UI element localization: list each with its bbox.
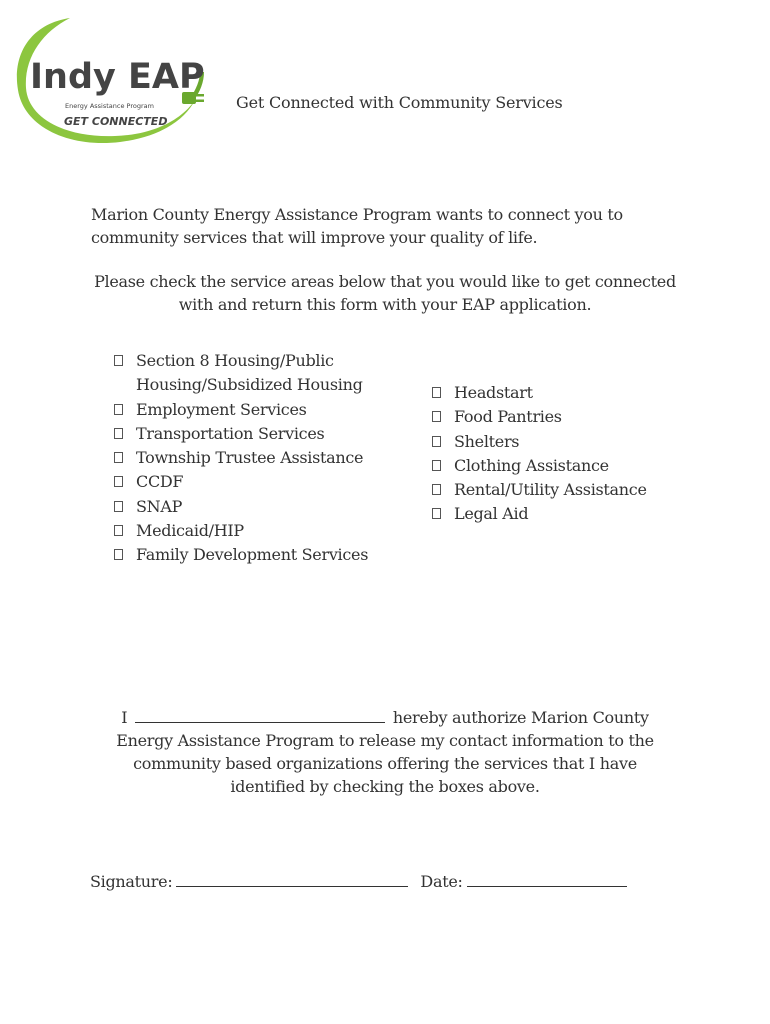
signature-field[interactable] xyxy=(176,871,408,887)
date-label: Date: xyxy=(420,872,463,891)
service-label: Family Development Services xyxy=(136,545,369,565)
signature-row xyxy=(90,871,627,891)
service-label: Transportation Services xyxy=(136,423,325,443)
service-label: SNAP xyxy=(136,496,183,516)
checkbox[interactable] xyxy=(432,411,441,422)
service-option[interactable] xyxy=(430,381,720,405)
checkbox[interactable] xyxy=(114,476,123,487)
service-label: Legal Aid xyxy=(454,504,529,524)
logo-brand: Indy EAP xyxy=(30,57,205,97)
service-option[interactable] xyxy=(430,454,720,478)
checkbox[interactable] xyxy=(432,436,441,447)
name-blank-field[interactable] xyxy=(135,707,385,723)
indy-eap-logo xyxy=(10,10,210,150)
service-label: Medicaid/HIP xyxy=(136,521,244,541)
authorization-statement xyxy=(100,706,670,798)
service-label: Headstart xyxy=(454,383,533,402)
services-list-left xyxy=(112,349,402,568)
service-label: Shelters xyxy=(454,431,520,451)
checkbox[interactable] xyxy=(432,484,441,495)
authorization-text: hereby authorize Marion County Energy Assistance Program to release my contact information to the community based organizations offering the services that I have identified by checking the boxes above. xyxy=(116,708,654,796)
service-option[interactable] xyxy=(112,519,402,543)
service-option[interactable] xyxy=(112,349,402,398)
service-option[interactable] xyxy=(430,478,720,502)
page-title: Get Connected with Community Services xyxy=(236,93,563,112)
logo-tagline: GET CONNECTED xyxy=(64,115,168,128)
service-option[interactable] xyxy=(430,405,720,429)
instruction-paragraph: Please check the service areas below that you would like to get connected with and return this form with your EAP application. xyxy=(94,272,676,314)
date-field[interactable] xyxy=(467,871,627,887)
service-option[interactable] xyxy=(112,398,402,422)
checkbox[interactable] xyxy=(432,387,441,398)
service-label: CCDF xyxy=(136,472,184,492)
authorization-prefix: I xyxy=(121,708,128,727)
logo-subtitle: Energy Assistance Program xyxy=(65,102,154,110)
service-option[interactable] xyxy=(430,430,720,454)
checkbox[interactable] xyxy=(114,404,123,415)
service-label: Township Trustee Assistance xyxy=(136,448,364,468)
service-label: Food Pantries xyxy=(454,407,562,427)
service-option[interactable] xyxy=(112,422,402,446)
checkbox[interactable] xyxy=(114,549,123,560)
checkbox[interactable] xyxy=(114,452,123,463)
checkbox[interactable] xyxy=(114,355,123,366)
service-label: Clothing Assistance xyxy=(454,455,609,475)
service-option[interactable] xyxy=(430,502,720,526)
service-label: Employment Services xyxy=(136,399,307,419)
service-option[interactable] xyxy=(112,446,402,470)
signature-label: Signature: xyxy=(90,872,173,891)
checkbox[interactable] xyxy=(432,460,441,471)
checkbox[interactable] xyxy=(432,508,441,519)
checkbox[interactable] xyxy=(114,501,123,512)
checkbox[interactable] xyxy=(114,428,123,439)
checkbox[interactable] xyxy=(114,525,123,536)
intro-paragraph: Marion County Energy Assistance Program wants to connect you to community services that will improve your quality of life. xyxy=(91,205,623,247)
service-label: Rental/Utility Assistance xyxy=(454,480,647,500)
logo-graphic xyxy=(10,10,210,150)
service-label: Section 8 Housing/Public Housing/Subsidized Housing xyxy=(136,351,363,395)
service-option[interactable] xyxy=(112,543,402,567)
services-list-right xyxy=(430,381,720,527)
service-option[interactable] xyxy=(112,495,402,519)
service-option[interactable] xyxy=(112,470,402,494)
